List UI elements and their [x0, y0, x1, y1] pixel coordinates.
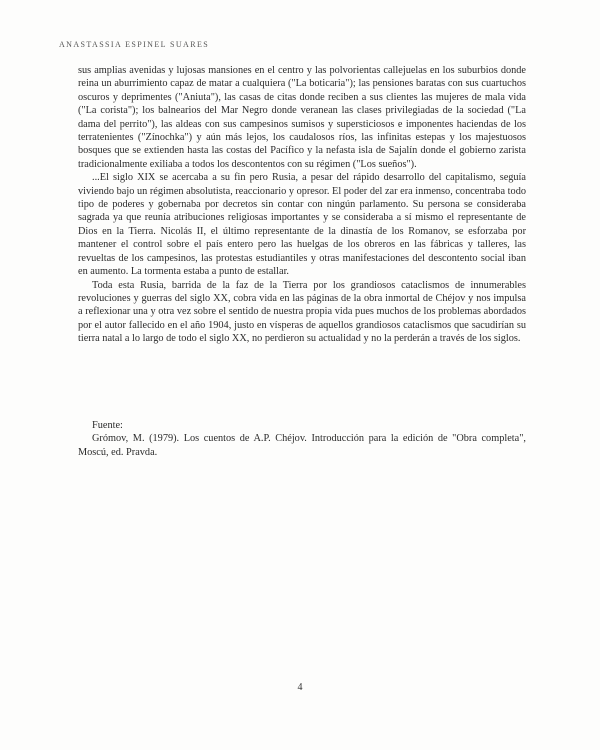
source-label: Fuente:: [92, 420, 123, 431]
running-header: ANASTASSIA ESPINEL SUARES: [59, 40, 210, 49]
paragraph-3: Toda esta Rusia, barrida de la faz de la Tierra por los grandiosos cataclismos de innumerables revoluciones y guerras del siglo XX, cobra vida en las páginas de la obra inmortal de Chéjov y nos impulsa a reflexionar una y otra vez sobre el sentido de nuestra propia vida pues muchos de los problemas abordados por el autor fallecido en el año 1904, justo en vísperas de aquellos grandiosos cataclismos que sacudirían su tierra natal a lo largo de todo el siglo XX, no perdieron su actualidad y no la perderán a través de los siglos.: [78, 279, 526, 345]
paragraph-1: sus amplias avenidas y lujosas mansiones en el centro y las polvorientas callejuelas en los suburbios donde reina un aburrimiento capaz de matar a cualquiera ("La boticaria"); las pensiones baratas con sus cuartuchos oscuros y deprimentes ("Aniuta"), las casas de citas donde reciben a sus clientes las mujeres de mala vida ("La corista"); los balnearios del Mar Negro donde veranean las clases privilegiadas de la sociedad ("La dama del perrito"), las aldeas con sus campesinos sumisos y supersticiosos e imponentes haciendas de los terratenientes ("Zínochka") y aún más lejos, los caudalosos ríos, las infinitas estepas y los majestuosos bosques que se extienden hasta las costas del Pacífico y la nefasta isla de Sajalín donde el gobierno zarista tradicionalmente exiliaba a todos los descontentos con su régimen ("Los sueños").: [78, 65, 526, 170]
paragraph-2: ...El siglo XIX se acercaba a su fin pero Rusia, a pesar del rápido desarrollo del capitalismo, seguía viviendo bajo un régimen absolutista, reaccionario y opresor. El poder del zar era inmenso, concentraba todo tipo de poderes y gobernaba por decretos sin contar con ningún parlamento. Su persona se consideraba sagrada ya que reunía atribuciones religiosas importantes y se consideraba a sí mismo el representante de Dios en la Tierra. Nicolás II, el último representante de la dinastía de los Romanov, se esforzaba por mantener el control sobre el país entero pero las huelgas de los obreros en las fábricas y talleres, las revueltas de los campesinos, las protestas estudiantiles y otras manifestaciones del descontento social iban en aumento. La tormenta estaba a punto de estallar.: [78, 172, 526, 278]
source-reference: Grómov, M. (1979). Los cuentos de A.P. Chéjov. Introducción para la edición de "Obra completa", Moscú, ed. Pravda.: [78, 433, 526, 458]
source-section: [78, 419, 526, 459]
body-text: [78, 64, 526, 346]
page-number: 4: [297, 682, 303, 693]
